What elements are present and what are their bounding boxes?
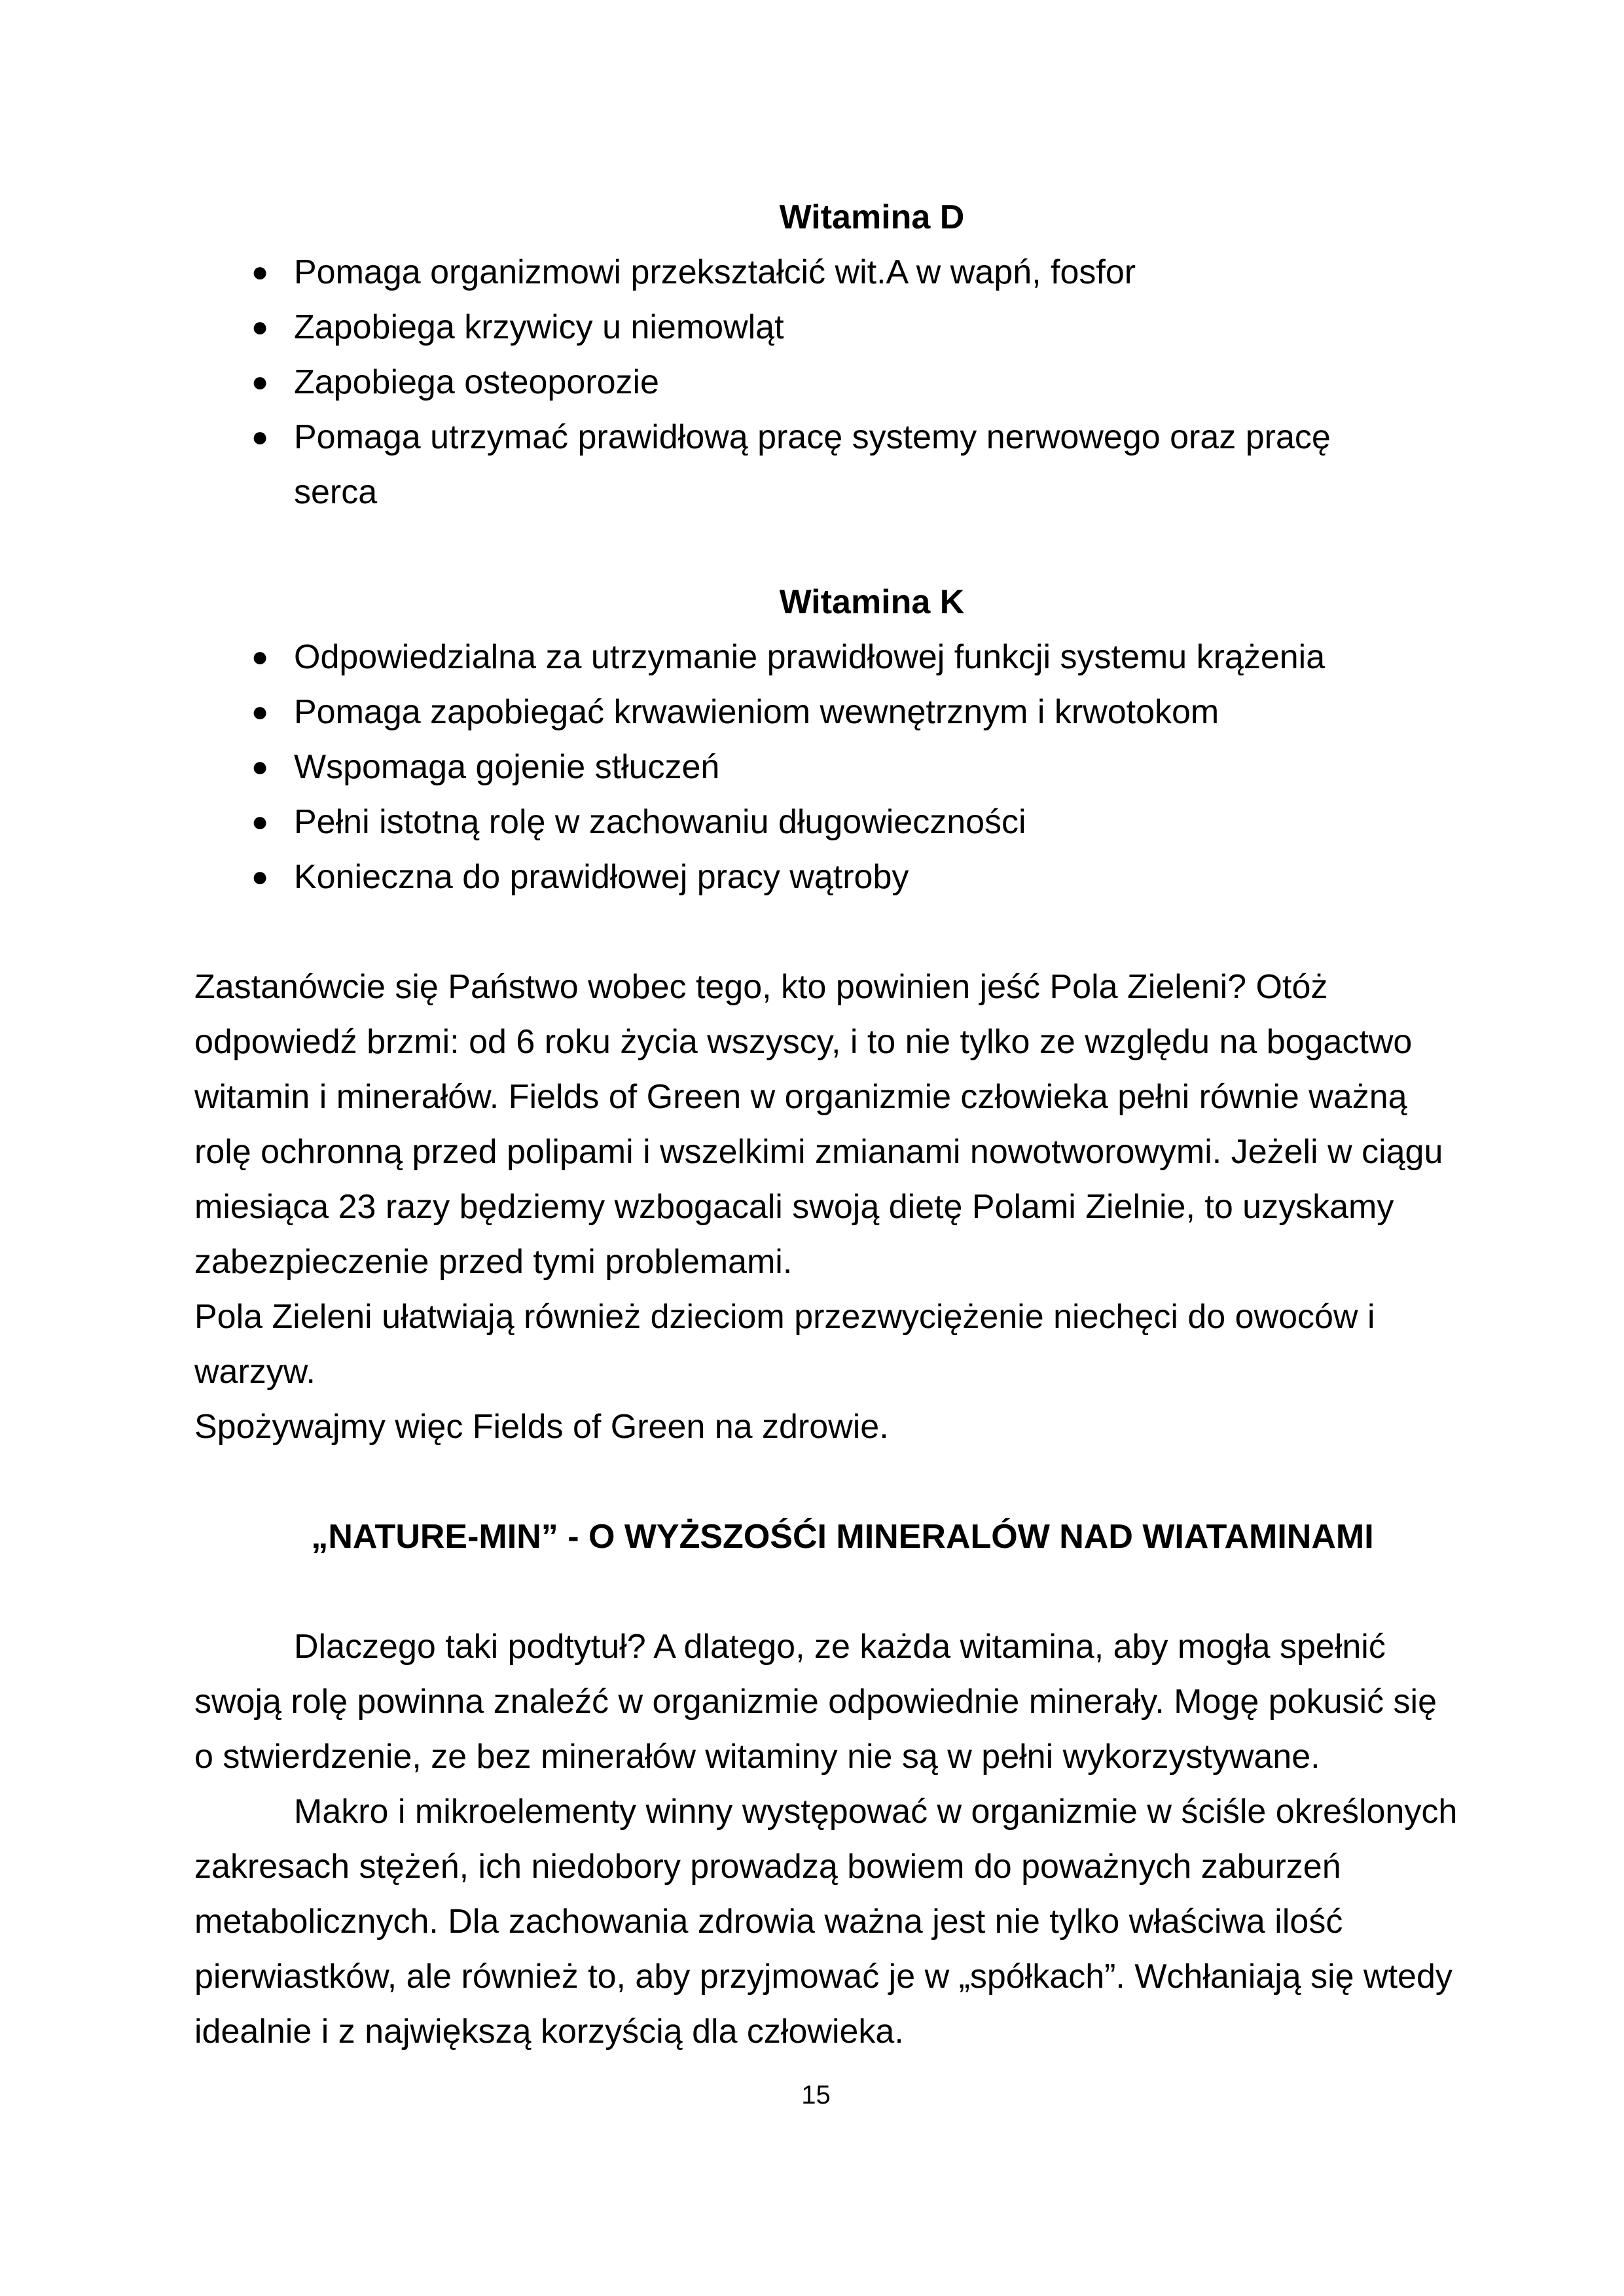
list-item-text: Pomaga utrzymać prawidłową pracę systemy nerwowego oraz pracę serca bbox=[294, 418, 1331, 511]
list-item bbox=[194, 245, 1464, 300]
spacer bbox=[194, 1564, 1464, 1619]
bullet-list-vitamin-k bbox=[194, 630, 1464, 905]
list-item bbox=[194, 630, 1464, 685]
list-item-text: Zapobiega krzywicy u niemowląt bbox=[294, 308, 784, 346]
bullet-icon: ● bbox=[251, 806, 269, 838]
list-item bbox=[194, 795, 1464, 850]
bullet-icon: ● bbox=[251, 861, 269, 893]
spacer bbox=[194, 520, 1464, 575]
page-content bbox=[194, 190, 1464, 2059]
bullet-icon: ● bbox=[251, 421, 269, 453]
body-paragraph: Dlaczego taki podtytuł? A dlatego, ze każda witamina, aby mogła spełnić swoją rolę powinna znaleźć w organizmie odpowiednie minerały. Mogę pokusić się o stwierdzenie, ze bez minerałów witaminy nie są w pełni wykorzystywane. bbox=[194, 1628, 1437, 1776]
bullet-list-vitamin-d bbox=[194, 245, 1464, 520]
list-item-text: Pełni istotną rolę w zachowaniu długowieczności bbox=[294, 803, 1026, 841]
spacer bbox=[194, 1454, 1464, 1509]
list-item bbox=[194, 355, 1464, 410]
list-item bbox=[194, 410, 1464, 520]
section-heading-vitamin-d: Witamina D bbox=[779, 198, 965, 236]
body-paragraph: Zastanówcie się Państwo wobec tego, kto powinien jeść Pola Zieleni? Otóż odpowiedź brzmi: od 6 roku życia wszyscy, i to nie tylko ze względu na bogactwo witamin i minerałów. Fields of Green w organizmie człowieka pełni równie ważną rolę ochronną przed polipami i wszelkimi zmianami nowotworowymi. Jeżeli w ciągu miesiąca 23 razy będziemy wzbogacali swoją dietę Polami Zielnie, to uzyskamy zabezpieczenie przed tymi problemami. bbox=[194, 968, 1443, 1281]
section-heading-vitamin-k: Witamina K bbox=[779, 583, 965, 621]
list-item bbox=[194, 685, 1464, 740]
spacer bbox=[194, 905, 1464, 960]
body-paragraph: Spożywajmy więc Fields of Green na zdrowie. bbox=[194, 1408, 889, 1446]
list-item-text: Zapobiega osteoporozie bbox=[294, 363, 659, 401]
list-item bbox=[194, 740, 1464, 795]
bullet-icon: ● bbox=[251, 696, 269, 728]
list-item-text: Wspomaga gojenie stłuczeń bbox=[294, 748, 720, 786]
list-item-text: Konieczna do prawidłowej pracy wątroby bbox=[294, 858, 909, 896]
list-item-text: Pomaga organizmowi przekształcić wit.A w wapń, fosfor bbox=[294, 253, 1136, 291]
body-paragraph: Pola Zieleni ułatwiają również dzieciom przezwyciężenie niechęci do owoców i warzyw. bbox=[194, 1298, 1375, 1391]
bullet-icon: ● bbox=[251, 751, 269, 783]
list-item-text: Odpowiedzialna za utrzymanie prawidłowej funkcji systemu krążenia bbox=[294, 638, 1326, 676]
article-heading: „NATURE-MIN” - O WYŻSZOŚĆI MINERALÓW NAD WIATAMINAMI bbox=[311, 1518, 1374, 1556]
list-item bbox=[194, 850, 1464, 905]
list-item-text: Pomaga zapobiegać krwawieniom wewnętrznym i krwotokom bbox=[294, 693, 1219, 731]
bullet-icon: ● bbox=[251, 311, 269, 343]
list-item bbox=[194, 300, 1464, 355]
page-number: 15 bbox=[801, 2081, 831, 2109]
bullet-icon: ● bbox=[251, 366, 269, 398]
body-paragraph: Makro i mikroelementy winny występować w organizmie w ściśle określonych zakresach stężeń, ich niedobory prowadzą bowiem do poważnych zaburzeń metabolicznych. Dla zachowania zdrowia ważna jest nie tylko właściwa ilość pierwiastków, ale również to, aby przyjmować je w „spółkach”. Wchłaniają się wtedy idealnie i z największą korzyścią dla człowieka. bbox=[194, 1793, 1458, 2051]
bullet-icon: ● bbox=[251, 256, 269, 288]
bullet-icon: ● bbox=[251, 641, 269, 673]
